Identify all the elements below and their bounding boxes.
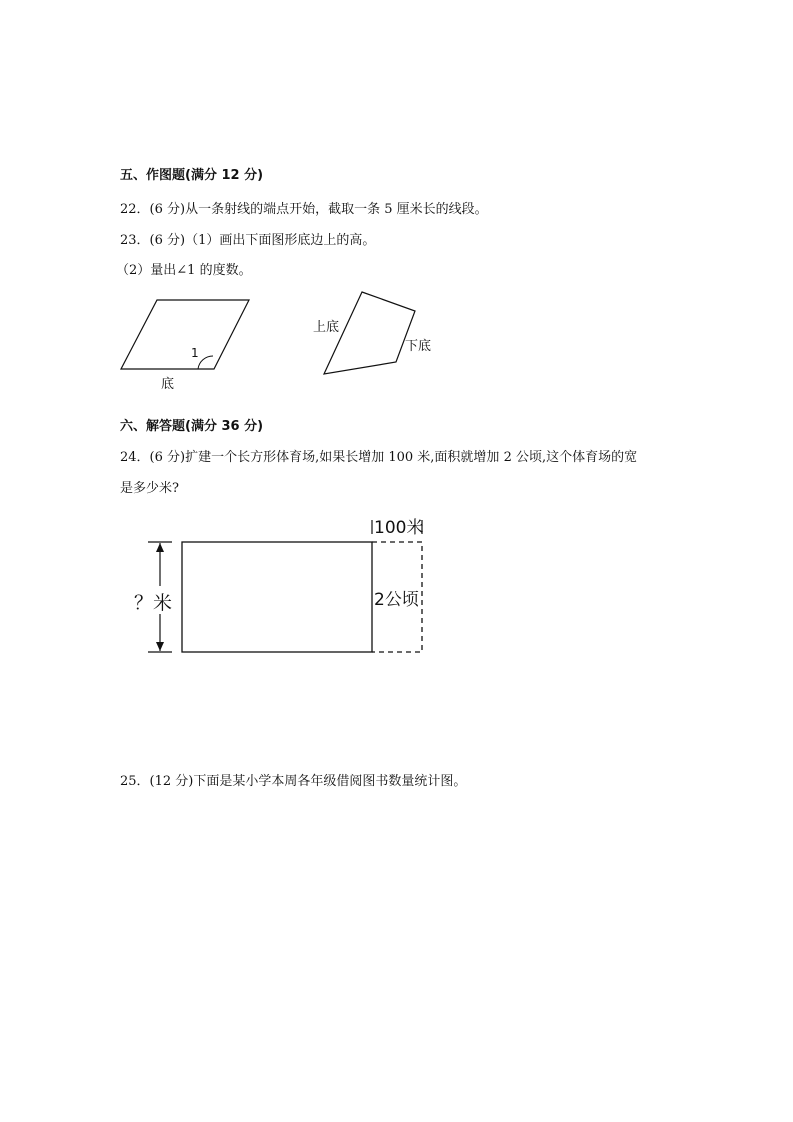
trapezoid-figure [310, 288, 450, 388]
question-22: 22．(6 分)从一条射线的端点开始，截取一条 5 厘米长的线段。 [120, 202, 488, 217]
question-23-part-2: （2）量出∠1 的度数。 [116, 263, 252, 278]
width-arrow-up [156, 543, 164, 552]
parallelogram-shape [121, 300, 249, 369]
upper-base-label: 上底 [313, 320, 340, 335]
width-arrow-down [156, 642, 164, 651]
parallelogram-base-label: 底 [161, 377, 175, 392]
question-24-line-2: 是多少米? [120, 481, 179, 496]
angle-1-label: 1 [191, 346, 199, 360]
lower-base-label: 下底 [405, 339, 432, 354]
section-six-title: 六、解答题(满分 36 分) [120, 419, 264, 434]
question-25: 25．(12 分)下面是某小学本周各年级借阅图书数量统计图。 [120, 774, 467, 789]
field-extension-figure [130, 512, 430, 667]
original-field-rectangle [182, 542, 372, 652]
angle-1-arc [198, 356, 213, 369]
section-five-title: 五、作图题(满分 12 分) [120, 168, 264, 183]
question-24-line-1: 24．(6 分)扩建一个长方形体育场,如果长增加 100 米,面积就增加 2 公顷,这个体育场的宽 [120, 450, 638, 465]
added-length-label: 100米 [374, 518, 424, 538]
parallelogram-figure [118, 296, 258, 396]
unknown-width-label: ？米 [134, 592, 173, 614]
added-area-label: 2公顷 [374, 590, 419, 610]
question-23-part-1: 23．(6 分)（1）画出下面图形底边上的高。 [120, 233, 376, 248]
